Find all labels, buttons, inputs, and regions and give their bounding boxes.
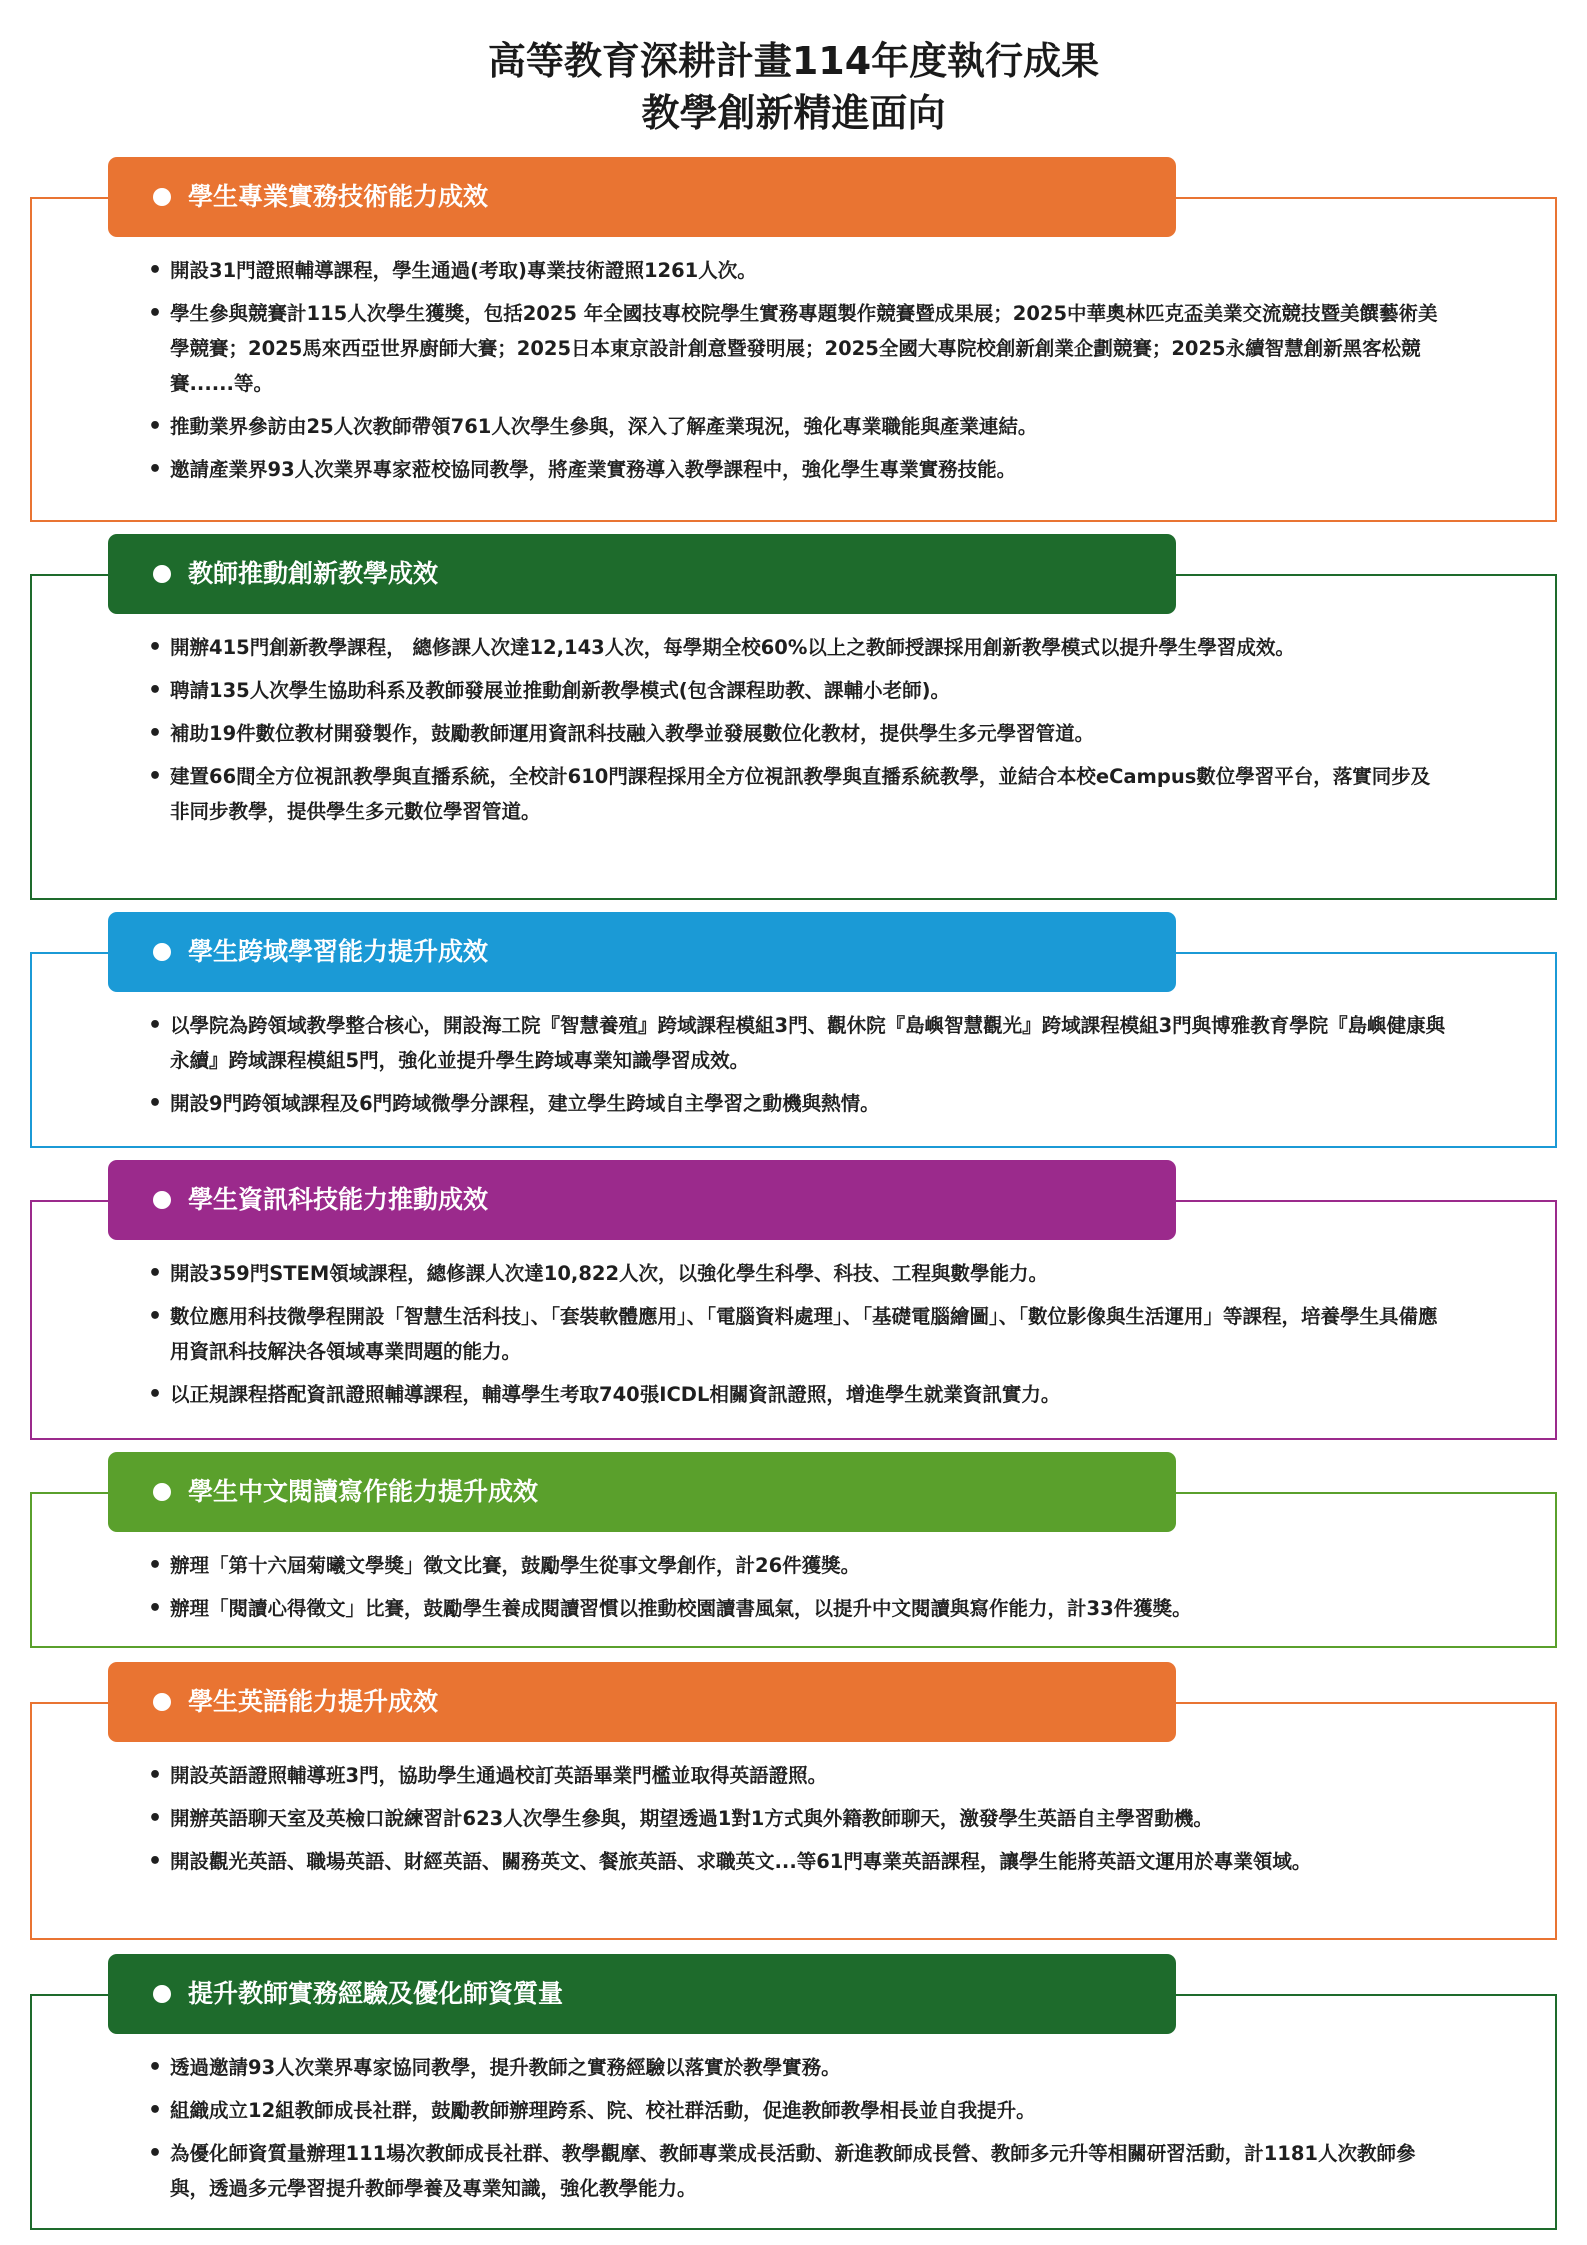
bullet-dot-icon	[153, 565, 171, 583]
section-heading-text: 提升教師實務經驗及優化師資質量	[188, 1979, 564, 2008]
section-item-list	[150, 1256, 1447, 1420]
bullet-dot-icon	[153, 1985, 171, 2003]
section-item-list	[150, 1548, 1447, 1634]
bullet-dot-icon	[153, 943, 171, 961]
section-heading	[108, 1452, 1176, 1532]
section-heading-text: 學生跨域學習能力提升成效	[188, 937, 489, 966]
list-item: • 開設觀光英語、職場英語、財經英語、關務英文、餐旅英語、求職英文...等61門專業英語課程，讓學生能將英語文運用於專業領域。	[150, 1844, 1447, 1879]
list-item: • 開辦415門創新教學課程， 總修課人次達12,143人次，每學期全校60%以上之教師授課採用創新教學模式以提升學生學習成效。	[150, 630, 1447, 665]
section-card	[30, 912, 1557, 1148]
list-item: • 聘請135人次學生協助科系及教師發展並推動創新教學模式(包含課程助教、課輔小老師)。	[150, 673, 1447, 708]
list-item: • 透過邀請93人次業界專家協同教學，提升教師之實務經驗以落實於教學實務。	[150, 2050, 1447, 2085]
section-heading	[108, 157, 1176, 237]
list-item: • 開設31門證照輔導課程，學生通過(考取)專業技術證照1261人次。	[150, 253, 1447, 288]
section-heading	[108, 1160, 1176, 1240]
list-item: • 辦理「第十六屆菊曦文學獎」徵文比賽，鼓勵學生從事文學創作，計26件獲獎。	[150, 1548, 1447, 1583]
section-heading	[108, 1662, 1176, 1742]
page-title: 高等教育深耕計畫114年度執行成果	[487, 39, 1100, 83]
page-subtitle: 教學創新精進面向	[641, 91, 946, 135]
list-item: • 開辦英語聊天室及英檢口說練習計623人次學生參與，期望透過1對1方式與外籍教師聊天，激發學生英語自主學習動機。	[150, 1801, 1447, 1836]
list-item: • 學生參與競賽計115人次學生獲獎，包括2025 年全國技專校院學生實務專題製作競賽暨成果展；2025中華奧林匹克盃美業交流競技暨美饌藝術美學競賽；2025馬來西亞世界廚師大賽；2025日本東京設計創意暨發明展；2025全國大專院校創新創業企劃競賽；2025永續智慧創新黑客松競賽......等。	[150, 296, 1447, 401]
section-card	[30, 534, 1557, 900]
section-item-list	[150, 1758, 1447, 1887]
list-item: • 辦理「閱讀心得徵文」比賽，鼓勵學生養成閱讀習慣以推動校園讀書風氣，以提升中文閱讀與寫作能力，計33件獲獎。	[150, 1591, 1447, 1626]
section-item-list	[150, 2050, 1447, 2214]
list-item: • 補助19件數位教材開發製作，鼓勵教師運用資訊科技融入教學並發展數位化教材，提供學生多元學習管道。	[150, 716, 1447, 751]
list-item: • 推動業界參訪由25人次教師帶領761人次學生參與，深入了解產業現況，強化專業職能與產業連結。	[150, 409, 1447, 444]
section-heading-text: 學生中文閱讀寫作能力提升成效	[188, 1477, 539, 1506]
section-card	[30, 157, 1557, 522]
section-heading	[108, 912, 1176, 992]
list-item: • 為優化師資質量辦理111場次教師成長社群、教學觀摩、教師專業成長活動、新進教師成長營、教師多元升等相關研習活動，計1181人次教師參與，透過多元學習提升教師學養及專業知識，強化教學能力。	[150, 2136, 1447, 2206]
section-item-list	[150, 630, 1447, 837]
section-card	[30, 1662, 1557, 1940]
bullet-dot-icon	[153, 1191, 171, 1209]
list-item: • 以學院為跨領域教學整合核心，開設海工院『智慧養殖』跨域課程模組3門、觀休院『島嶼智慧觀光』跨域課程模組3門與博雅教育學院『島嶼健康與永續』跨域課程模組5門，強化並提升學生跨域專業知識學習成效。	[150, 1008, 1447, 1078]
bullet-dot-icon	[153, 1483, 171, 1501]
list-item: • 建置66間全方位視訊教學與直播系統，全校計610門課程採用全方位視訊教學與直播系統教學，並結合本校eCampus數位學習平台，落實同步及非同步教學，提供學生多元數位學習管道。	[150, 759, 1447, 829]
list-item: • 邀請產業界93人次業界專家蒞校協同教學，將產業實務導入教學課程中，強化學生專業實務技能。	[150, 452, 1447, 487]
section-heading-text: 學生英語能力提升成效	[188, 1687, 439, 1716]
section-item-list	[150, 1008, 1447, 1129]
section-heading-text: 學生資訊科技能力推動成效	[188, 1185, 489, 1214]
list-item: • 開設359門STEM領域課程，總修課人次達10,822人次，以強化學生科學、科技、工程與數學能力。	[150, 1256, 1447, 1291]
bullet-dot-icon	[153, 188, 171, 206]
section-item-list	[150, 253, 1447, 495]
list-item: • 組織成立12組教師成長社群，鼓勵教師辦理跨系、院、校社群活動，促進教師教學相長並自我提升。	[150, 2093, 1447, 2128]
section-heading	[108, 1954, 1176, 2034]
section-heading-text: 教師推動創新教學成效	[188, 559, 439, 588]
section-heading-text: 學生專業實務技術能力成效	[188, 182, 489, 211]
list-item: • 以正規課程搭配資訊證照輔導課程，輔導學生考取740張ICDL相關資訊證照，增進學生就業資訊實力。	[150, 1377, 1447, 1412]
section-card	[30, 1452, 1557, 1648]
section-card	[30, 1160, 1557, 1440]
list-item: • 開設9門跨領域課程及6門跨域微學分課程，建立學生跨域自主學習之動機與熱情。	[150, 1086, 1447, 1121]
bullet-dot-icon	[153, 1693, 171, 1711]
list-item: • 數位應用科技微學程開設「智慧生活科技」、「套裝軟體應用」、「電腦資料處理」、「基礎電腦繪圖」、「數位影像與生活運用」等課程，培養學生具備應用資訊科技解決各領域專業問題的能力。	[150, 1299, 1447, 1369]
list-item: • 開設英語證照輔導班3門，協助學生通過校訂英語畢業門檻並取得英語證照。	[150, 1758, 1447, 1793]
section-card	[30, 1954, 1557, 2230]
section-heading	[108, 534, 1176, 614]
